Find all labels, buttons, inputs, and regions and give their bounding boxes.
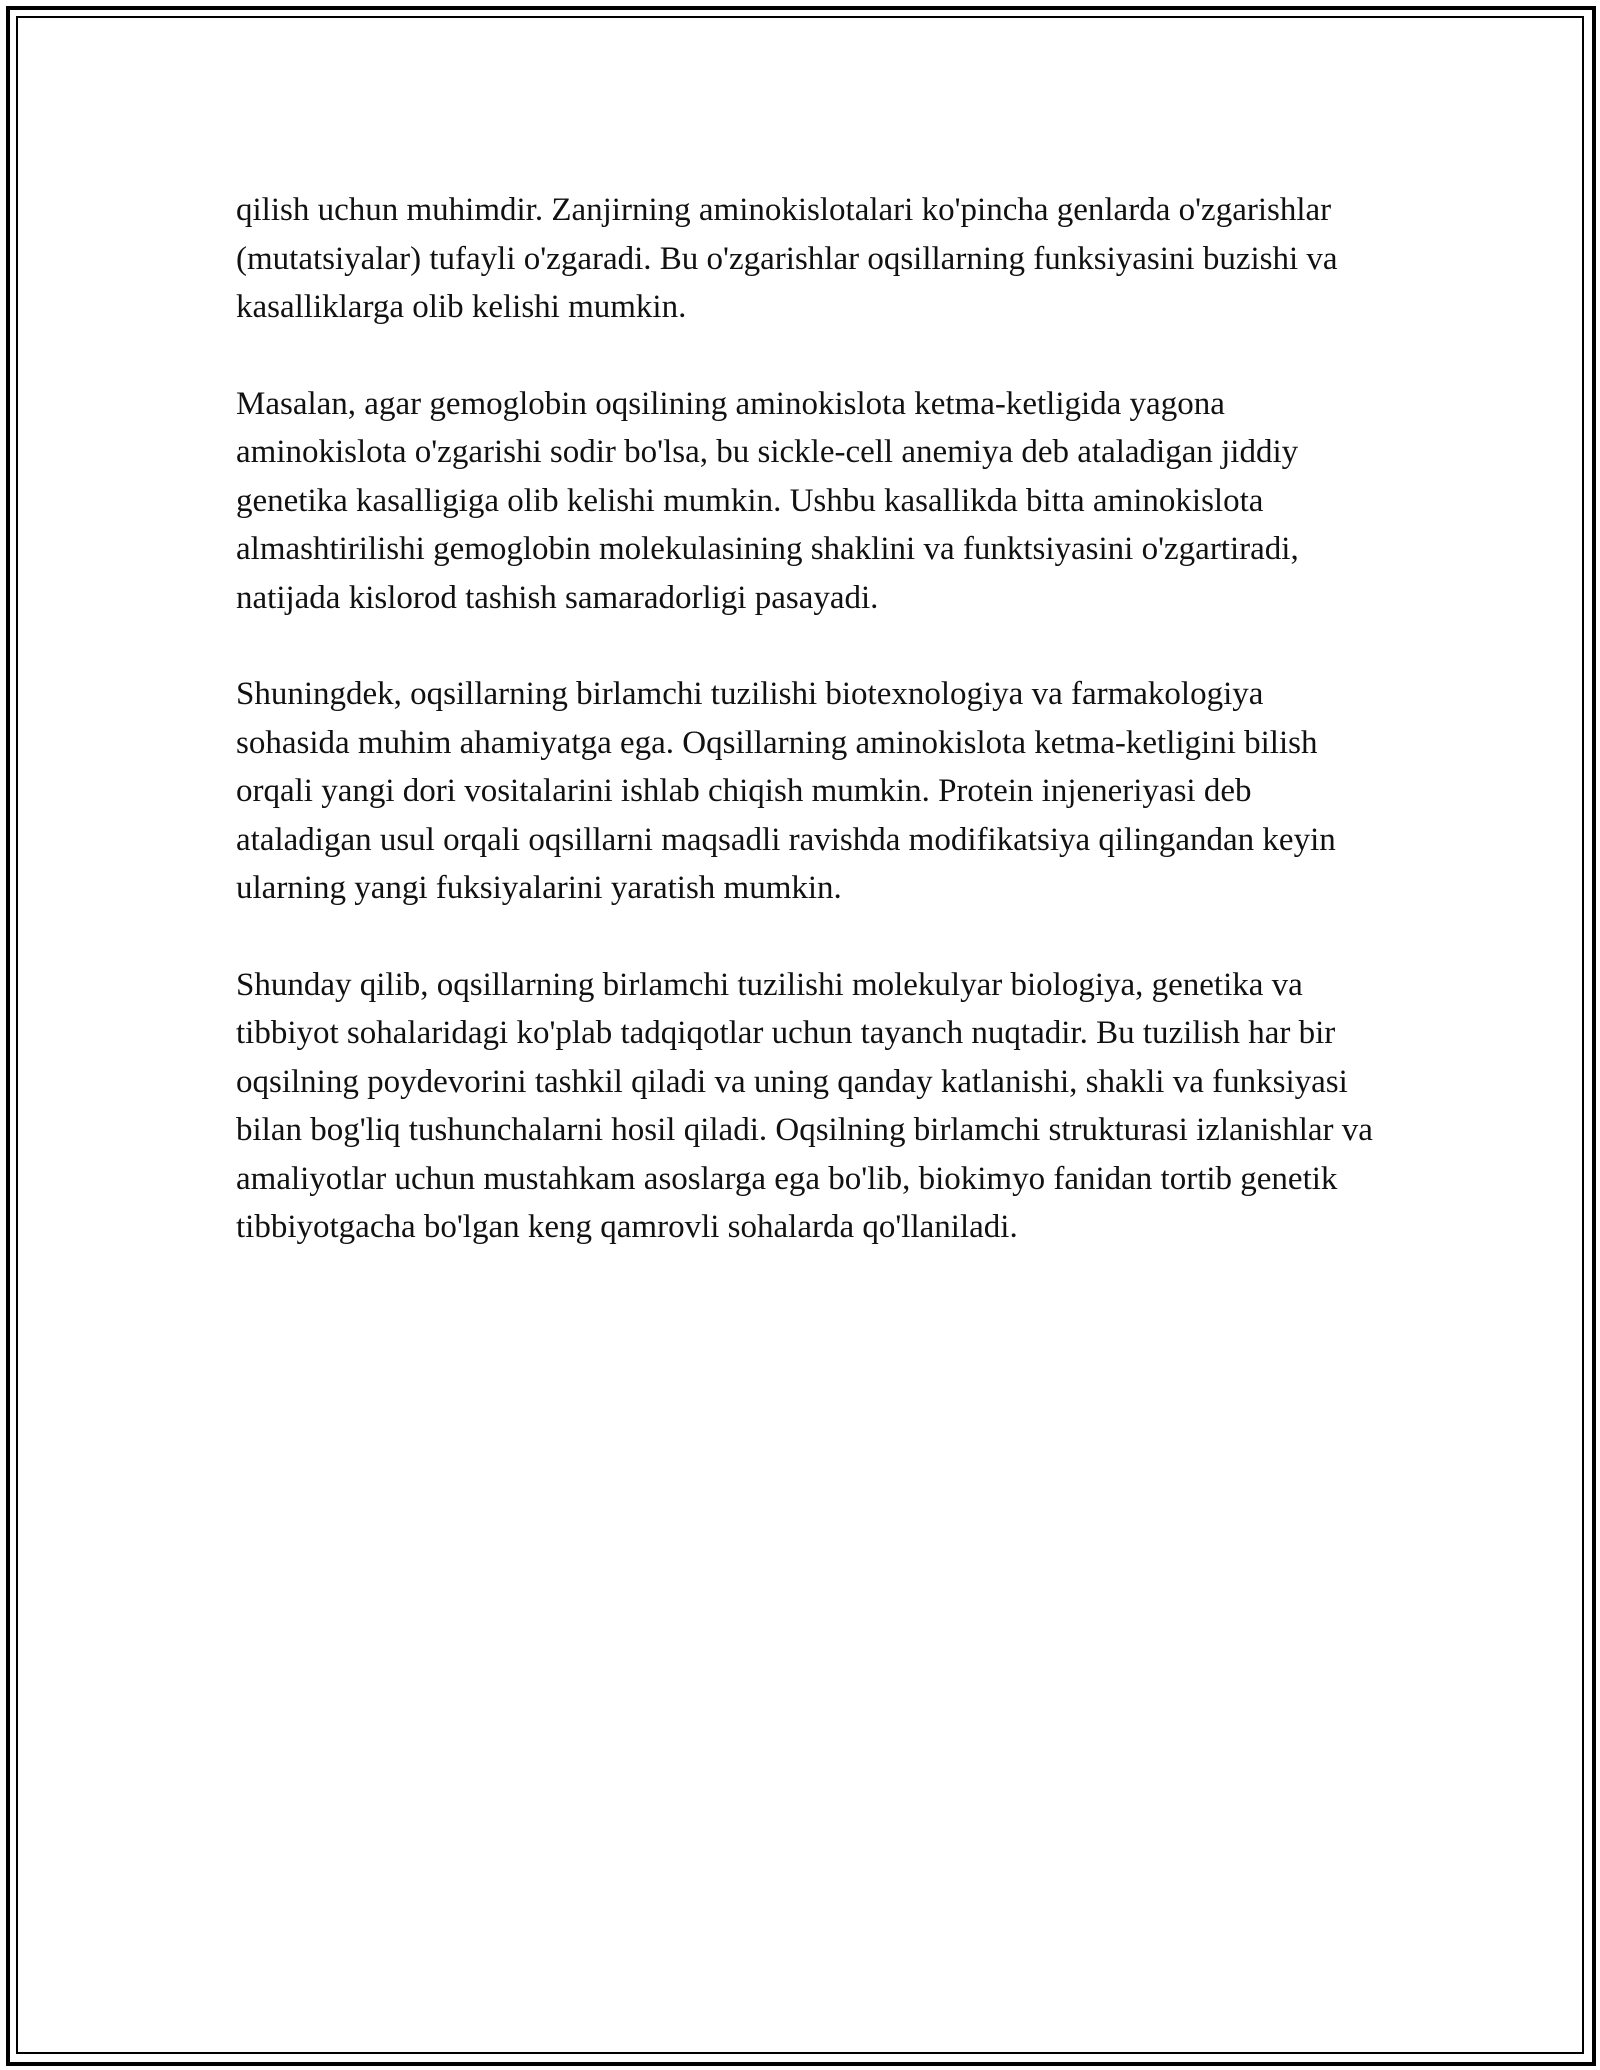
document-body	[236, 186, 1376, 1300]
paragraph-1: qilish uchun muhimdir. Zanjirning aminokislotalari ko'pincha genlarda o'zgarishlar (mutatsiyalar) tufayli o'zgaradi. Bu o'zgarishlar oqsillarning funksiyasini buzishi va kasalliklarga olib kelishi mumkin.	[236, 192, 1338, 325]
paragraph-3: Shuningdek, oqsillarning birlamchi tuzilishi biotexnologiya va farmakologiya sohasida muhim ahamiyatga ega. Oqsillarning aminokislota ketma-ketligini bilish orqali yangi dori vositalarini ishlab chiqish mumkin. Protein injeneriyasi deb ataladigan usul orqali oqsillarni maqsadli ravishda modifikatsiya qilingandan keyin ularning yangi fuksiyalarini yaratish mumkin.	[236, 676, 1336, 906]
paragraph-4: Shunday qilib, oqsillarning birlamchi tuzilishi molekulyar biologiya, genetika va tibbiyot sohalaridagi ko'plab tadqiqotlar uchun tayanch nuqtadir. Bu tuzilish har bir oqsilning poydevorini tashkil qiladi va uning qanday katlanishi, shakli va funksiyasi bilan bog'liq tushunchalarni hosil qiladi. Oqsilning birlamchi strukturasi izlanishlar va amaliyotlar uchun mustahkam asoslarga ega bo'lib, biokimyo fanidan tortib genetik tibbiyotgacha bo'lgan keng qamrovli sohalarda qo'llaniladi.	[236, 966, 1373, 1245]
paragraph-2: Masalan, agar gemoglobin oqsilining aminokislota ketma-ketligida yagona aminokislota o'zgarishi sodir bo'lsa, bu sickle-cell anemiya deb ataladigan jiddiy genetika kasalligiga olib kelishi mumkin. Ushbu kasallikda bitta aminokislota almashtirilishi gemoglobin molekulasining shaklini va funktsiyasini o'zgartiradi, natijada kislorod tashish samaradorligi pasayadi.	[236, 385, 1299, 616]
